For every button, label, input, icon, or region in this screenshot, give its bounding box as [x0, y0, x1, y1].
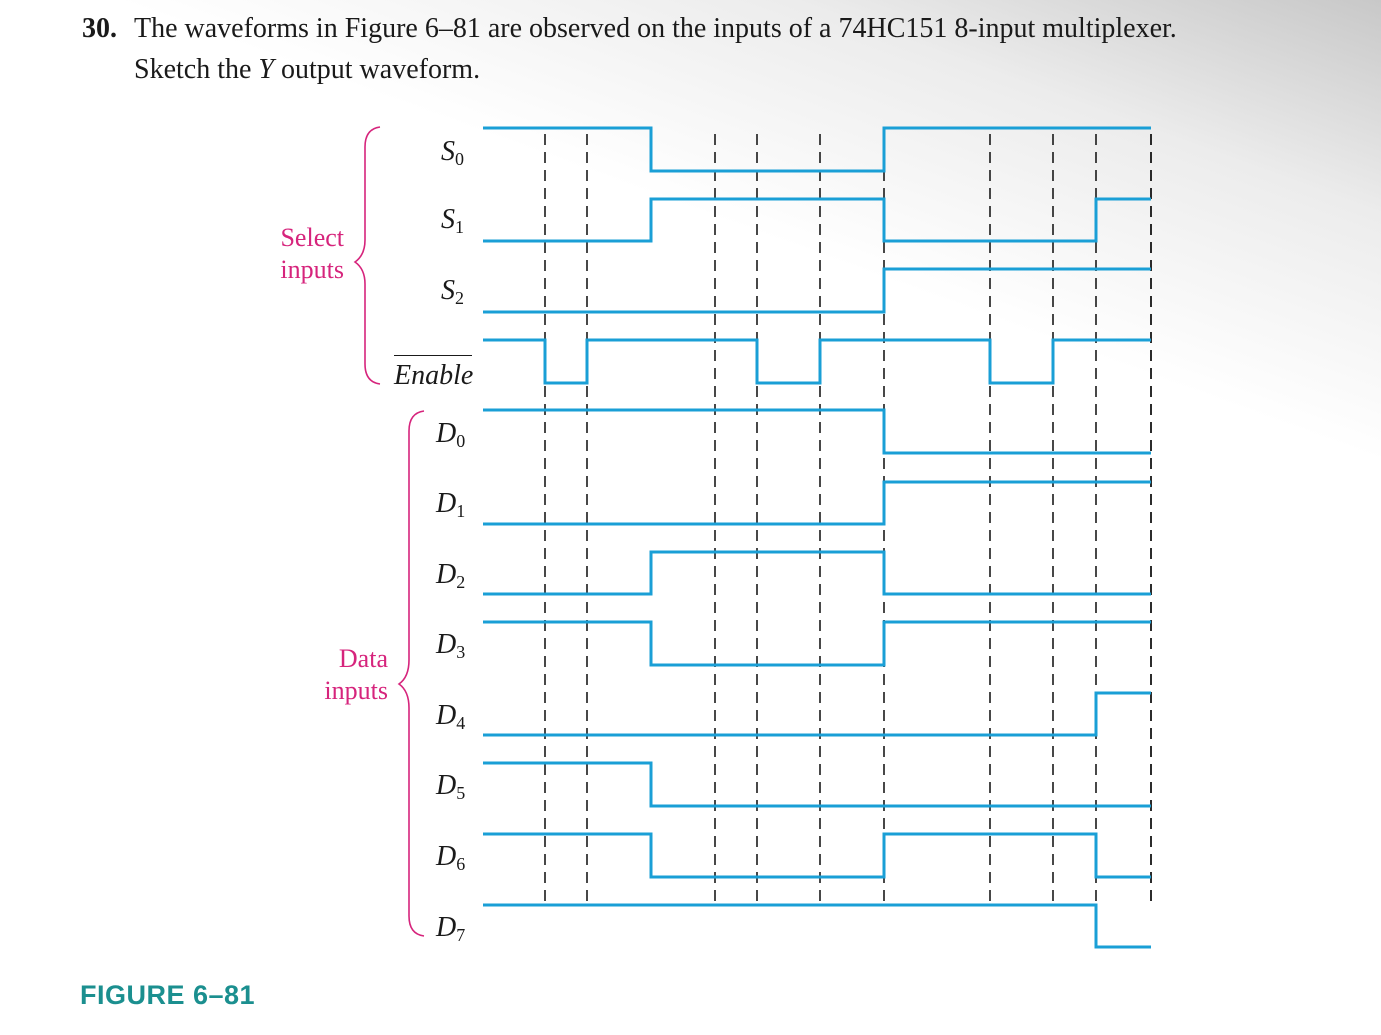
select-inputs-brace [355, 127, 380, 384]
signal-label-d0: $D_0$ [436, 418, 466, 451]
waveform-d0 [483, 410, 1151, 453]
output-variable: Y [258, 54, 274, 85]
signal-label-d1: $D_1$ [436, 488, 466, 521]
signal-label-d3: $D_3$ [436, 629, 466, 662]
waveform-d2 [483, 552, 1151, 594]
waveform-d5 [483, 763, 1151, 806]
data-inputs-brace [399, 411, 424, 936]
figure-label: FIGURE 6–81 [80, 980, 256, 1010]
waveform-s0 [483, 128, 1151, 171]
waveform-traces [483, 128, 1151, 947]
signal-label-d4: $D_4$ [436, 700, 466, 733]
problem-statement [82, 8, 1372, 90]
signal-label-s2: $S_2$ [441, 275, 464, 308]
signal-label-d7: $D_7$ [436, 912, 466, 945]
signal-label-d2: $D_2$ [436, 559, 466, 592]
problem-line-2-pre: Sketch the [134, 54, 259, 85]
waveform-d1 [483, 482, 1151, 524]
signal-label-s0: $S_0$ [441, 136, 464, 169]
problem-line-1: The waveforms in Figure 6–81 are observed on the inputs of a 74HC151 8-input multiplexer. [134, 13, 1177, 44]
problem-line-2-post: output waveform. [274, 54, 481, 85]
waveform-d6 [483, 834, 1151, 877]
problem-number: 30. [82, 13, 117, 44]
waveform-s1 [483, 199, 1151, 241]
waveform-s2 [483, 269, 1151, 312]
problem-line-2 [82, 49, 1372, 90]
select-inputs-label-line-2: inputs [280, 255, 344, 284]
data-inputs-label-line-1: Data [338, 644, 388, 673]
waveform-d4 [483, 693, 1151, 735]
select-inputs-label-line-1: Select [280, 223, 344, 252]
waveform-d7 [483, 905, 1151, 947]
waveform-d3 [483, 622, 1151, 665]
dashed-time-gridlines [545, 134, 1151, 908]
data-inputs-label [306, 643, 388, 707]
signal-label-d5: $D_5$ [436, 770, 466, 803]
select-inputs-label [262, 222, 344, 286]
signal-label-d6: $D_6$ [436, 841, 466, 874]
data-inputs-label-line-2: inputs [324, 676, 388, 705]
signal-label-enable: Enable [394, 355, 472, 392]
waveform-enable [483, 340, 1151, 383]
signal-label-s1: $S_1$ [441, 204, 464, 237]
